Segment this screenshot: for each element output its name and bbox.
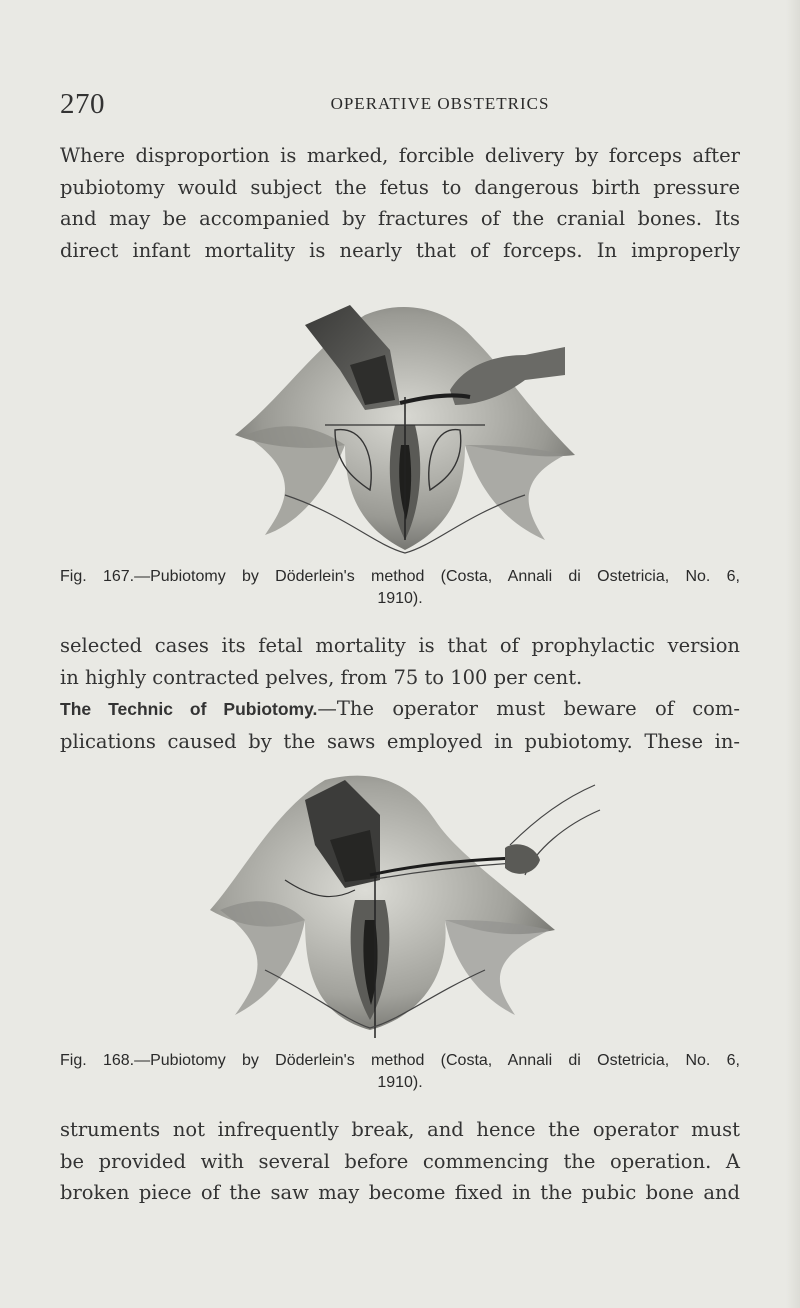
text-line: direct infant mortality is nearly that of forceps. In improperly — [60, 238, 740, 262]
text-line: be provided with several before commencing the operation. A — [60, 1149, 740, 1173]
caption-line: Fig. 167.—Pubiotomy by Döderlein's method (Costa, Annali di Ostetricia, No. 6, — [60, 568, 740, 585]
text-line: Where disproportion is marked, forcible delivery by forceps after — [60, 144, 740, 167]
figure-168-caption — [60, 1050, 740, 1094]
text-line: broken piece of the saw may become fixed in the pubic bone and — [60, 1181, 740, 1204]
paragraph-3 — [60, 693, 740, 757]
caption-line: 1910). — [377, 1074, 423, 1091]
text-line: struments not infrequently break, and hence the operator must — [60, 1118, 740, 1141]
page-edge-shadow — [786, 0, 800, 1308]
paragraph-1 — [60, 140, 740, 266]
caption-line: Fig. 168.—Pubiotomy by Döderlein's method (Costa, Annali di Ostetricia, No. 6, — [60, 1052, 740, 1069]
text-line: plications caused by the saws employed in pubiotomy. These in- — [60, 729, 740, 753]
text-line: pubiotomy would subject the fetus to dangerous birth pressure — [60, 175, 740, 199]
text-fragment: —The operator must beware of com- — [317, 697, 740, 720]
figure-168-illustration — [205, 770, 605, 1038]
paragraph-4 — [60, 1114, 740, 1209]
text-line: and may be accompanied by fractures of the cranial bones. Its — [60, 207, 740, 230]
caption-line: 1910). — [377, 590, 423, 607]
running-head: OPERATIVE OBSTETRICS — [330, 94, 550, 113]
page-number: 270 — [60, 88, 105, 120]
text-line — [60, 693, 740, 726]
text-line: selected cases its fetal mortality is that of prophylactic version — [60, 634, 740, 657]
page-header — [60, 88, 740, 122]
text-line: in highly contracted pelves, from 75 to 100 per cent. — [60, 665, 583, 689]
paragraph-2 — [60, 630, 740, 693]
figure-167-caption — [60, 566, 740, 610]
section-heading: The Technic of Pubiotomy. — [60, 699, 318, 719]
figure-167-illustration — [225, 285, 585, 560]
